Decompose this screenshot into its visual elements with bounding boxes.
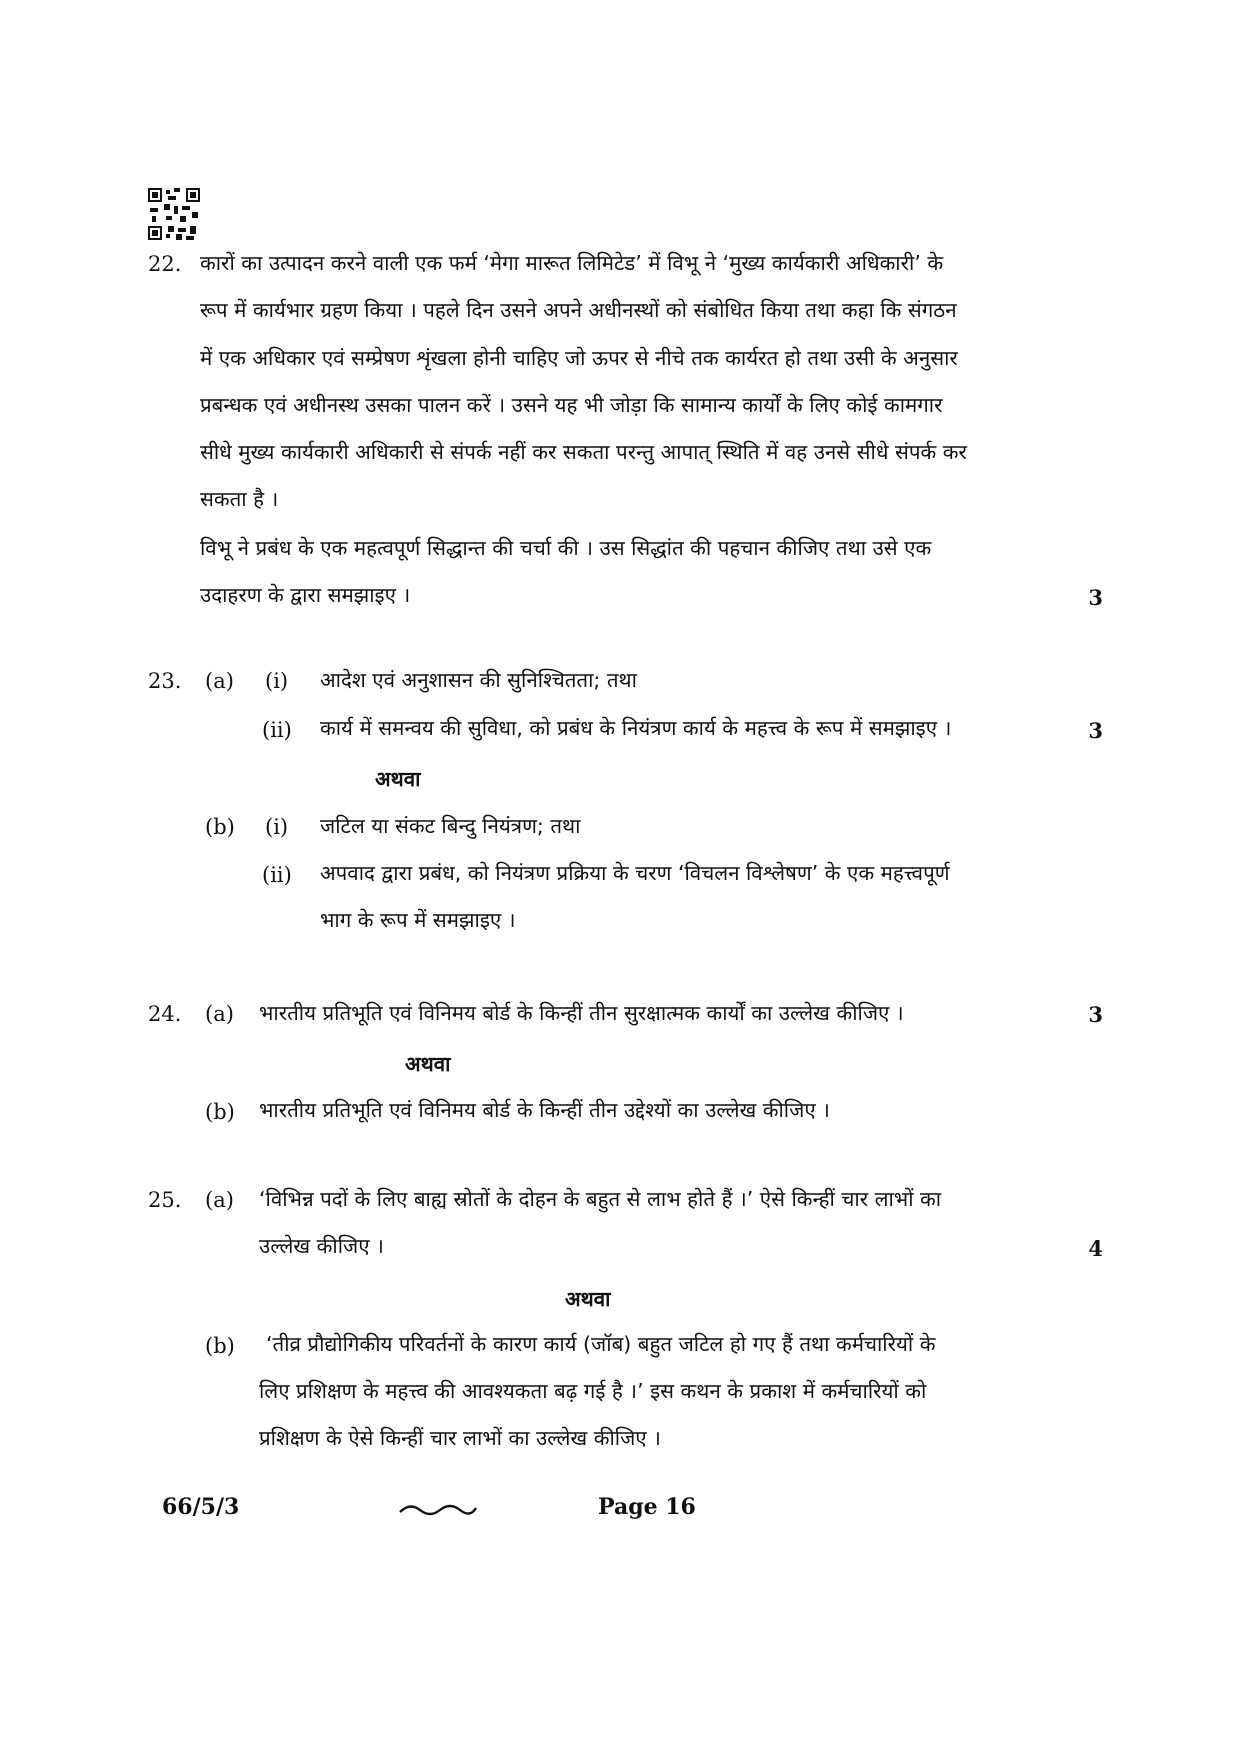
- q24-b-text: भारतीय प्रतिभूति एवं विनिमय बोर्ड के किन्हीं तीन उद्देश्यों का उल्लेख कीजिए ।: [259, 1098, 830, 1122]
- q22-line: कारों का उत्पादन करने वाली एक फर्म ‘मेगा मारूत लिमिटेड’ में विभू ने ‘मुख्य कार्यकारी अधिकारी’ के: [200, 251, 944, 275]
- q25-b-line: प्रशिक्षण के ऐसे किन्हीं चार लाभों का उल्लेख कीजिए ।: [259, 1426, 661, 1450]
- option-label: (a): [205, 669, 234, 693]
- option-label: (a): [205, 1188, 234, 1212]
- or-separator: अथवा: [565, 1287, 611, 1311]
- sub-part-label: (ii): [262, 863, 292, 887]
- option-label: (b): [205, 1100, 235, 1124]
- option-label: (a): [205, 1002, 234, 1026]
- q22-line: रूप में कार्यभार ग्रहण किया । पहले दिन उसने अपने अधीनस्थों को संबोधित किया तथा कहा कि संगठन: [200, 298, 957, 322]
- question-number: 24.: [148, 1002, 182, 1026]
- q25-b-line: ‘तीव्र प्रौद्योगिकीय परिवर्तनों के कारण कार्य (जॉब) बहुत जटिल हो गए हैं तथा कर्मचारियों के: [266, 1332, 936, 1356]
- question-number: 22.: [148, 252, 182, 276]
- q23-a-i-text: आदेश एवं अनुशासन की सुनिश्चितता; तथा: [320, 668, 637, 692]
- q22-line: सीधे मुख्य कार्यकारी अधिकारी से संपर्क नहीं कर सकता परन्तु आपात् स्थिति में वह उनसे सीधे संपर्क कर: [200, 440, 967, 464]
- q22-line: में एक अधिकार एवं सम्प्रेषण शृंखला होनी चाहिए जो ऊपर से नीचे तक कार्यरत हो तथा उसी के अनुसार: [200, 346, 958, 370]
- option-label: (b): [205, 815, 235, 839]
- sub-part-label: (i): [265, 669, 289, 693]
- sub-part-label: (i): [265, 815, 289, 839]
- option-label: (b): [205, 1334, 235, 1358]
- q25-a-line: उल्लेख कीजिए ।: [259, 1234, 384, 1258]
- qr-code-icon: [148, 188, 200, 240]
- q23-b-i-text: जटिल या संकट बिन्दु नियंत्रण; तथा: [320, 814, 581, 838]
- question-number: 25.: [148, 1188, 182, 1212]
- sub-part-label: (ii): [262, 718, 292, 742]
- question-number: 23.: [148, 669, 182, 693]
- or-separator: अथवा: [375, 767, 421, 791]
- q23-b-ii-line: भाग के रूप में समझाइए ।: [320, 908, 516, 932]
- marks: 3: [1088, 585, 1103, 610]
- paper-code: 66/5/3: [162, 1494, 240, 1520]
- wave-ornament-icon: [398, 1500, 478, 1520]
- q24-a-text: भारतीय प्रतिभूति एवं विनिमय बोर्ड के किन्हीं तीन सुरक्षात्मक कार्यों का उल्लेख कीजिए ।: [259, 1001, 904, 1025]
- q23-b-ii-line: अपवाद द्वारा प्रबंध, को नियंत्रण प्रक्रिया के चरण ‘विचलन विश्लेषण’ के एक महत्त्वपूर्ण: [320, 861, 950, 885]
- q22-line: विभू ने प्रबंध के एक महत्वपूर्ण सिद्धान्त की चर्चा की । उस सिद्धांत की पहचान कीजिए तथा उसे एक: [200, 536, 932, 560]
- page-number: Page 16: [598, 1494, 696, 1520]
- marks: 4: [1088, 1236, 1103, 1261]
- q23-a-ii-text: कार्य में समन्वय की सुविधा, को प्रबंध के नियंत्रण कार्य के महत्त्व के रूप में समझाइए ।: [320, 716, 952, 740]
- q22-line: उदाहरण के द्वारा समझाइए ।: [200, 583, 411, 607]
- q25-b-line: लिए प्रशिक्षण के महत्त्व की आवश्यकता बढ़ गई है ।’ इस कथन के प्रकाश में कर्मचारियों को: [259, 1379, 927, 1403]
- or-separator: अथवा: [405, 1052, 451, 1076]
- q25-a-line: ‘विभिन्न पदों के लिए बाह्य स्रोतों के दोहन के बहुत से लाभ होते हैं ।’ ऐसे किन्हीं चार लाभों का: [259, 1187, 942, 1211]
- marks: 3: [1088, 1002, 1103, 1027]
- q22-line: प्रबन्धक एवं अधीनस्थ उसका पालन करें । उसने यह भी जोड़ा कि सामान्य कार्यों के लिए कोई कामगार: [200, 393, 943, 417]
- marks: 3: [1088, 718, 1103, 743]
- q22-line: सकता है ।: [200, 487, 279, 511]
